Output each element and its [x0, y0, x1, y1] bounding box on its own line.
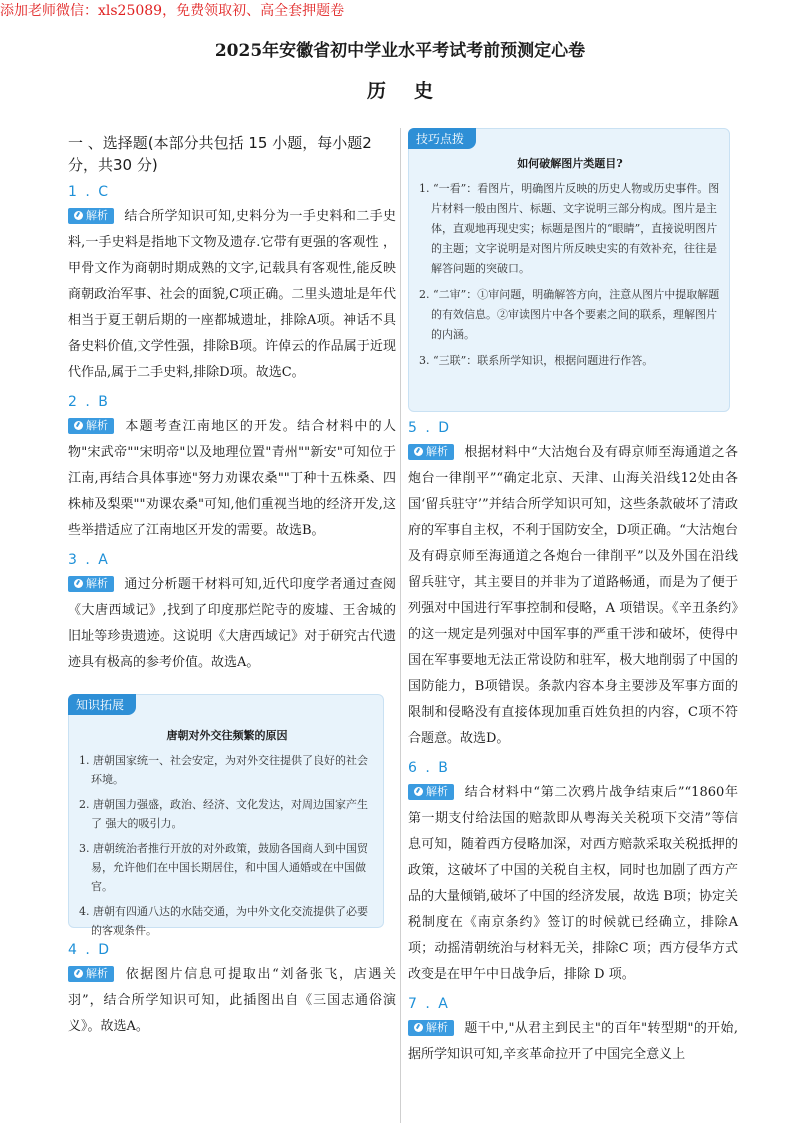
explanation-tag: 解析 [68, 418, 114, 434]
explanation-tag: 解析 [68, 966, 114, 982]
watermark: 添加老师微信：xls25089，免费领取初、高全套押题卷 [0, 3, 345, 19]
tips-box [408, 128, 730, 412]
answer-text: 解析 本题考查江南地区的开发。结合材料中的人物"宋武帝""宋明帝"以及地理位置"青州""新安"可知位于江南,再结合具体事迹"努力劝课农桑""丁种十五株桑、四株柿及梨栗""劝课农桑"可知,他们重视当地的经济开发,这些举措适应了江南地区开发的需要。故选B。 [68, 419, 396, 538]
pencil-icon [414, 787, 423, 796]
answer-text: 解析 根据材料中“大沽炮台及有碍京师至海通道之各炮台一律削平”“确定北京、天津、山海关沿线12处由各国‘留兵驻守’”并结合所学知识可知，这些条款破坏了清政府的军事自主权，不利于国防安全，D项正确。“大沽炮台及有碍京师至海通道之各炮台一律削平”以及外国在沿线留兵驻守，其主要目的并非为了道路畅通，而是为了便于列强对中国进行军事控制和侵略，A 项错误。《辛丑条约》的这一规定是列强对中国军事的严重干涉和破坏，使得中国在军事要地无法正常设防和驻军，极大地削弱了中国的国防能力，B项错误。条款内容本身主要涉及军事方面的限制和侵略没有直接体现加重百姓负担的内容，C项不符合题意。故选D。 [408, 445, 738, 746]
answer-text: 解析 通过分析题干材料可知,近代印度学者通过查阅《大唐西域记》,找到了印度那烂陀寺的废墟、王舍城的旧址等珍贵遗迹。这说明《大唐西域记》对于研究古代遗迹具有极高的参考价值。故选A。 [68, 577, 396, 670]
question-number: 5 . D [408, 420, 452, 436]
explanation-tag: 解析 [68, 576, 114, 592]
list-item: 1. 唐朝国家统一、社会安定，为对外交往提供了良好的社会环境。 [79, 754, 368, 786]
tips-box-title: 如何破解图片类题目? [517, 157, 623, 170]
list-item: 1. “一看”：看图片，明确图片反映的历史人物或历史事件。图片材料一般由图片、标题、文字说明三部分构成。图片是主体，直观地再现史实；标题是图片的“眼睛”，直接说明图片的主题；文字说明是对图片所反映史实的有效补充，往往是解答问题的突破口。 [419, 182, 720, 275]
subject-title: 历史 [366, 80, 461, 102]
pencil-icon [74, 421, 83, 430]
pencil-icon [74, 579, 83, 588]
knowledge-box-title: 唐朝对外交往频繁的原因 [166, 729, 288, 742]
pencil-icon [74, 969, 83, 978]
list-item: 4. 唐朝有四通八达的水陆交通，为中外文化交流提供了必要的客观条件。 [79, 905, 368, 937]
question-number: 4 . D [68, 942, 112, 958]
pencil-icon [74, 211, 83, 220]
question-number: 3 . A [68, 552, 110, 568]
list-item: 2. “二审”：①审问题，明确解答方向，注意从图片中提取解题的有效信息。②审读图片中各个要素之间的联系，理解图片的内涵。 [419, 288, 720, 341]
list-item: 2. 唐朝国力强盛，政治、经济、文化发达，对周边国家产生了 强大的吸引力。 [79, 798, 368, 830]
knowledge-box-header: 知识拓展 [68, 694, 136, 715]
pencil-icon [414, 1023, 423, 1032]
question-number: 6 . B [408, 760, 450, 776]
section-title: 一 、选择题(本部分共包括 15 小题，每小题2分，共30 分) [68, 134, 372, 174]
answer-text: 解析 依据图片信息可提取出“刘备张飞，店遇关羽”，结合所学知识可知，此插图出自《三国志通俗演义》。故选A。 [68, 967, 396, 1034]
answer-text: 解析 题干中,"从君主到民主"的百年"转型期"的开始,据所学知识可知,辛亥革命拉开了中国完全意义上 [408, 1021, 738, 1062]
explanation-tag: 解析 [408, 784, 454, 800]
answer-text: 解析 结合所学知识可知,史料分为一手史料和二手史料,一手史料是指地下文物及遗存.它带有更强的客观性 ，甲骨文作为商朝时期成熟的文字,记载具有客观性,能反映商朝政治军事、社会的面貌,C项正确。二里头遗址是年代相当于夏王朝后期的一座都城遗址，排除A项。神话不具备史料价值,文学性强，排除B项。许倬云的作品属于近现代作品,属于二手史料,排除D项。故选C。 [68, 209, 396, 380]
explanation-tag: 解析 [68, 208, 114, 224]
list-item: 3. 唐朝统治者推行开放的对外政策，鼓励各国商人到中国贸易，允许他们在中国长期居住，和中国人通婚或在中国做官。 [79, 842, 368, 893]
page-title: 2025年安徽省初中学业水平考试考前预测定心卷 [214, 41, 586, 61]
column-divider [400, 128, 401, 1123]
right-column [408, 128, 738, 1068]
question-number: 7 . A [408, 996, 450, 1012]
tips-box-header: 技巧点拨 [408, 128, 476, 149]
question-number: 2 . B [68, 394, 110, 410]
answer-text: 解析 结合材料中“第二次鸦片战争结束后”“1860年第一期支付给法国的赔款即从粤海关关税项下交清”等信息可知，随着西方侵略加深，对西方赔款采取关税抵押的政策，这破坏了中国的关税自主权，同时也加剧了西方产品的大量倾销,破坏了中国的经济发展，故选 B项；协定关税制度在《南京条约》签订的时候就已经确立，排除A项；动摇清朝统治与材料无关，排除C 项；西方侵华方式改变是在甲午中日战争后，排除 D 项。 [408, 785, 738, 982]
left-column [68, 128, 396, 1040]
explanation-tag: 解析 [408, 444, 454, 460]
knowledge-box [68, 694, 384, 937]
question-number: 1 . C [68, 184, 111, 200]
explanation-tag: 解析 [408, 1020, 454, 1036]
list-item: 3. “三联”：联系所学知识，根据问题进行作答。 [419, 354, 654, 367]
pencil-icon [414, 447, 423, 456]
